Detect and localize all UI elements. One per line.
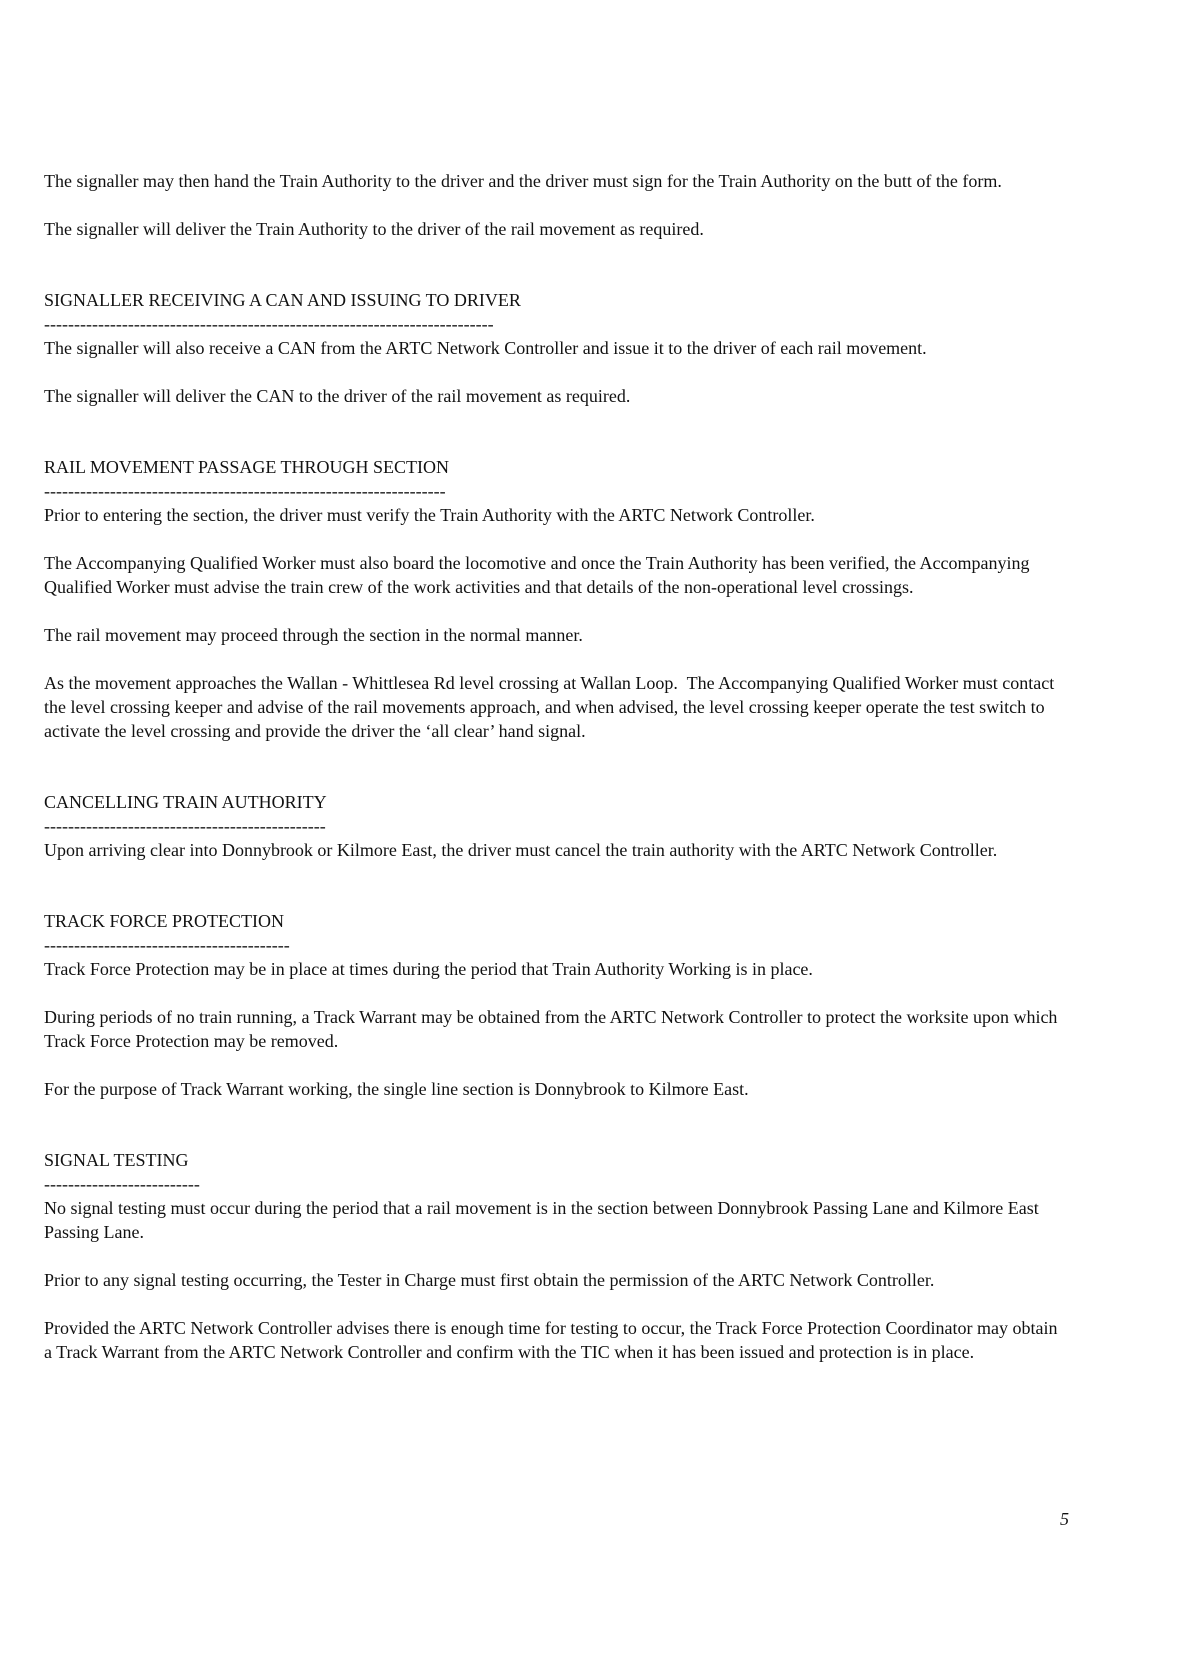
section-heading: CANCELLING TRAIN AUTHORITY [44,792,327,812]
section-paragraph: Track Force Protection may be in place at times during the period that Train Authority Working is in place. [44,959,813,979]
heading-underline-rule: ----------------------------------------------- [44,816,326,836]
section-paragraph: No signal testing must occur during the period that a rail movement is in the section between Donnybrook Passing Lane and Kilmore East Passing Lane. [44,1198,1044,1242]
section-paragraph: Prior to any signal testing occurring, the Tester in Charge must first obtain the permission of the ARTC Network Controller. [44,1270,935,1290]
section-paragraph: For the purpose of Track Warrant working, the single line section is Donnybrook to Kilmore East. [44,1079,749,1099]
section-paragraph: During periods of no train running, a Track Warrant may be obtained from the ARTC Network Controller to protect the worksite upon which Track Force Protection may be removed. [44,1007,1062,1051]
heading-underline-rule: ------------------------------------------------------------------- [44,481,446,501]
heading-underline-rule: ----------------------------------------- [44,935,290,955]
section-heading: SIGNALLER RECEIVING A CAN AND ISSUING TO DRIVER [44,290,521,310]
section-paragraph: As the movement approaches the Wallan - Whittlesea Rd level crossing at Wallan Loop. The Accompanying Qualified Worker must contact the level crossing keeper and advise of the rail movements approach, and when advised, the level crossing keeper operate the test switch to activate the level crossing and provide the driver the ‘all clear’ hand signal. [44,673,1059,741]
section-heading: SIGNAL TESTING [44,1150,189,1170]
section-heading: RAIL MOVEMENT PASSAGE THROUGH SECTION [44,457,450,477]
section-track-force-protection [44,909,1062,1101]
section-paragraph: The Accompanying Qualified Worker must also board the locomotive and once the Train Authority has been verified, the Accompanying Qualified Worker must advise the train crew of the work activities and that details of the non-operational level crossings. [44,553,1034,597]
heading-underline-rule: --------------------------------------------------------------------------- [44,314,494,334]
intro-paragraph-1: The signaller may then hand the Train Authority to the driver and the driver must sign for the Train Authority on the butt of the form. [44,171,1002,191]
section-paragraph: The signaller will deliver the CAN to the driver of the rail movement as required. [44,386,631,406]
section-paragraph: Provided the ARTC Network Controller advises there is enough time for testing to occur, the Track Force Protection Coordinator may obtain a Track Warrant from the ARTC Network Controller and confirm with the TIC when it has been issued and protection is in place. [44,1318,1063,1362]
section-signal-testing [44,1148,1063,1364]
section-paragraph: Upon arriving clear into Donnybrook or Kilmore East, the driver must cancel the train authority with the ARTC Network Controller. [44,840,998,860]
section-rail-movement-passage [44,455,1059,743]
section-paragraph: Prior to entering the section, the driver must verify the Train Authority with the ARTC Network Controller. [44,505,815,525]
page-number: 5 [1060,1509,1069,1529]
section-cancelling-train-authority [44,790,1059,862]
heading-underline-rule: -------------------------- [44,1174,200,1194]
section-heading: TRACK FORCE PROTECTION [44,911,285,931]
section-paragraph: The signaller will also receive a CAN from the ARTC Network Controller and issue it to the driver of each rail movement. [44,338,927,358]
section-paragraph: The rail movement may proceed through the section in the normal manner. [44,625,583,645]
section-signaller-receiving-can [44,288,1059,408]
intro-paragraph-2: The signaller will deliver the Train Authority to the driver of the rail movement as required. [44,219,704,239]
page-content [44,169,1063,1388]
